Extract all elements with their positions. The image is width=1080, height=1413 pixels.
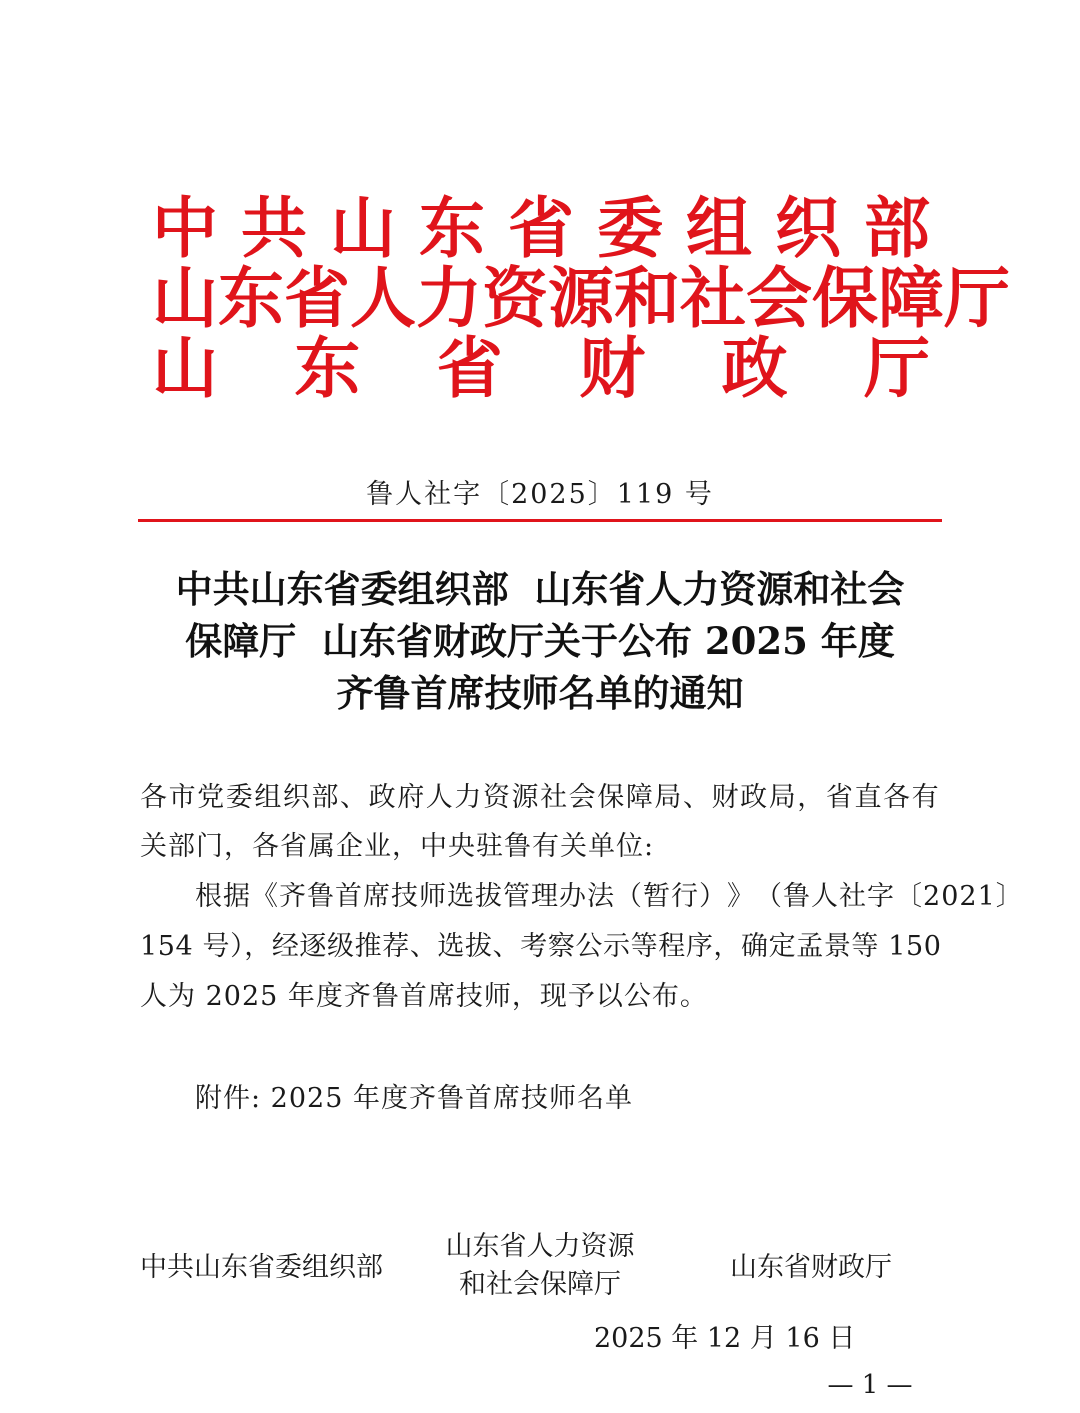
document-title-line-1: 中共山东省委组织部 山东省人力资源和社会 [175,567,905,611]
issuer-line-2: 山 东 省 人 力 资 源 和 社 会 保 障 厅 [152,259,1010,337]
document-number: 鲁人社字〔2025〕119 号 [366,479,714,510]
document-title-line-2: 保障厅 山东省财政厅关于公布 2025 年度 [185,619,895,663]
paragraph-line-2: 154 号），经逐级推荐、选拔、考察公示等程序，确定孟景等 150 [140,931,942,962]
recipients-line-2: 关部门，各省属企业，中央驻鲁有关单位: [140,831,655,862]
signature-org-2-line-2: 和社会保障厅 [459,1269,621,1300]
signature-org-3: 山东省财政厅 [730,1252,892,1283]
issuer-line-3: 山 东 省 财 政 厅 [152,329,930,407]
red-divider-line [138,519,942,522]
issue-date: 2025 年 12 月 16 日 [594,1323,856,1354]
paragraph-line-3: 人为 2025 年度齐鲁首席技师，现予以公布。 [140,981,708,1012]
paragraph-line-1: 根 据 《 齐 鲁 首 席 技 师 选 拔 管 理 办 法 （ 暂 行 ） 》 （ 鲁 人 社 字 〔 2 0 2 1 〕 [195,881,1024,912]
document-title-line-3: 齐鲁首席技师名单的通知 [336,671,744,715]
attachment-line: 附件: 2025 年度齐鲁首席技师名单 [195,1083,633,1114]
page-number: — 1 — [827,1370,913,1400]
signature-org-2 [440,1228,640,1304]
signature-org-1: 中共山东省委组织部 [140,1252,383,1283]
issuer-line-1: 中 共 山 东 省 委 组 织 部 [152,189,930,267]
signature-org-2-line-1: 山东省人力资源 [445,1231,635,1262]
recipients-line-1: 各 市 党 委 组 织 部 、 政 府 人 力 资 源 社 会 保 障 局 、 财 政 局 ， 省 直 各 有 [140,782,940,813]
